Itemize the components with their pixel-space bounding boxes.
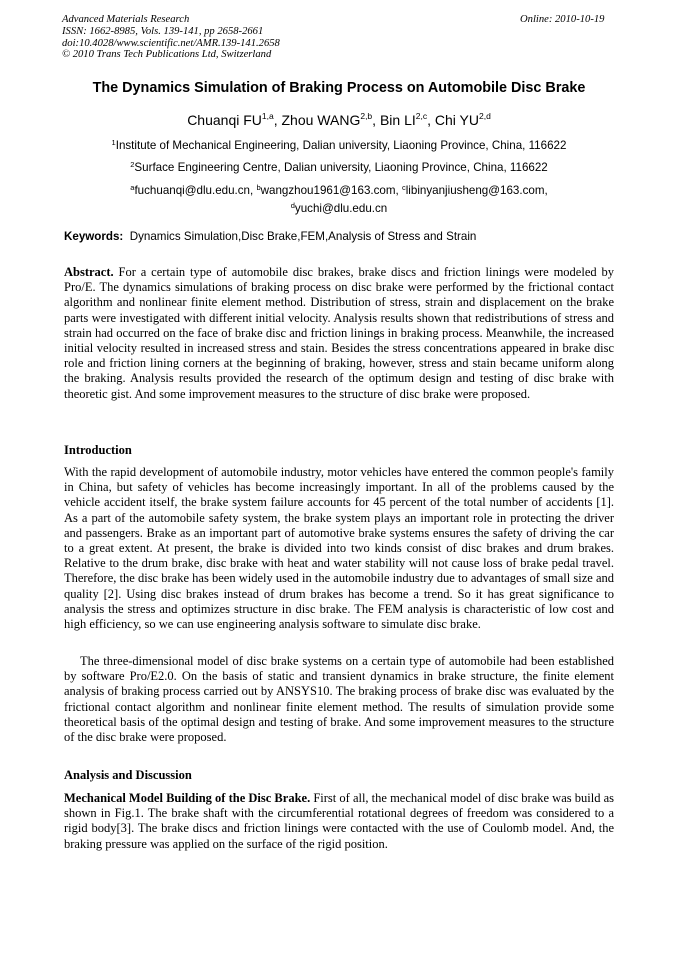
journal-header [62, 14, 280, 61]
email-link[interactable]: fuchuanqi@dlu.edu.cn [134, 184, 251, 197]
author-name: Chuanqi FU [187, 112, 262, 128]
author-name: Chi YU [434, 112, 479, 128]
abstract [64, 265, 614, 402]
author-sup: 2,b [360, 111, 373, 121]
author-name: Zhou WANG [281, 112, 361, 128]
keywords-text: Dynamics Simulation,Disc Brake,FEM,Analysis of Stress and Strain [129, 230, 477, 243]
email-link[interactable]: libinyanjiusheng@163.com [405, 184, 545, 197]
journal-name: Advanced Materials Research [62, 14, 190, 25]
affiliation-2: $^2$Surface Engineering Centre, Dalian university, Liaoning Province, China, 116622 [130, 160, 548, 174]
introduction-paragraph-2: The three-dimensional model of disc brake systems on a certain type of automobile had been established by software Pro/E2.0. On the basis of static and transient dynamics in brake structure, the finite element analysis of braking process carried out by ANSYS10. The braking process of brake disc was evaluated by the frictional contact algorithm and nonlinear finite element method. The results of simulation provide some theoretical basis of the optimal design and testing of brake. And some improvement measures to the structure of the disc brake were proposed. [64, 654, 614, 745]
copyright-line: © 2010 Trans Tech Publications Ltd, Switzerland [62, 49, 272, 61]
email-link[interactable]: yuchi@dlu.edu.cn [294, 201, 388, 215]
author-sup: 2,c [415, 111, 428, 121]
keywords [64, 230, 476, 243]
email-list: $^a$fuchuanqi@dlu.edu.cn, $^b$wangzhou1961@163.com, $^c$libinyanjiusheng@163.com, $^d$yuchi@dlu.edu.cn [130, 183, 548, 215]
keywords-label: Keywords: [64, 230, 124, 243]
abstract-label: Abstract. [64, 265, 114, 279]
issn-line: ISSN: 1662-8985, Vols. 139-141, pp 2658-2661 [62, 25, 264, 37]
affiliation-1: $^1$Institute of Mechanical Engineering, Dalian university, Liaoning Province, China, 116622 [111, 138, 567, 152]
analysis-paragraph: Mechanical Model Building of the Disc Brake. First of all, the mechanical model of disc brake was build as shown in Fig.1. The brake shaft with the circumferential rotational degrees of freedom was considered to a rigid body[3]. The brake discs and friction linings were contacted with the use of Coulomb model. And, the braking pressure was applied on the surface of the rigid position. [64, 791, 614, 851]
author-list: Chuanqi FU$^{1,a}$, Zhou WANG$^{2,b}$, Bin LI$^{2,c}$, Chi YU$^{2,d}$ [187, 111, 491, 128]
subsection-label: Mechanical Model Building of the Disc Brake. [64, 791, 311, 805]
introduction-heading: Introduction [64, 443, 132, 457]
email-link[interactable]: wangzhou1961@163.com [260, 184, 396, 197]
online-date: Online: 2010-10-19 [520, 14, 605, 25]
analysis-heading: Analysis and Discussion [64, 768, 192, 782]
author-sup: 1,a [261, 111, 274, 121]
introduction-paragraph-1: With the rapid development of automobile industry, motor vehicles have entered the common people's family in China, but safety of vehicles has become increasingly important. In all of the problems caused by the vehicle accident itself, the brake system failure accounts for 45 percent of the total number of accidents [1]. As a part of the automobile safety system, the brake system plays an important role in protecting the driver and passengers. Brake as an important part of automotive brake systems ensures the safety of driving the car to a great extent. At present, the brake is divided into two kinds consist of disc brakes and drum brakes. Relative to the drum brake, disc brake with heat and water stability will not cause loss of brake pedal travel. Therefore, the disc brake has been widely used in the automobile industry due to advantages of small size and quality [2]. Using disc brakes instead of drum brakes has become a trend. So it has great significance to analysis the stress and optimizes structure in disc brake. The FEM analysis is characteristic of low cost and high efficiency, so we can use engineering analysis software to simulate disc brake. [64, 465, 614, 632]
author-sup: 2,d [478, 111, 491, 121]
paper-title: The Dynamics Simulation of Braking Process on Automobile Disc Brake [92, 80, 586, 96]
abstract-text: For a certain type of automobile disc brakes, brake discs and friction linings were modeled by Pro/E. The dynamics simulations of braking process on disc brake were performed by the frictional contact algorithm and nonlinear finite element method. Distribution of stress, strain and displacement on the brake parts were investigated with different initial velocity. Analysis results shown that redistributions of stress and strain had occurred on the face of brake disc and friction linings in braking process. Meanwhile, the increased initial velocity resulted in increased stress and stain. Besides the stress concentrations appeared in brake disc role and friction lining corners at the beginning of braking, however, stress and stain became uniform along the braking. Analysis results provided the research of the optimum design and testing of disc brake with theoretic gist. And some improvement measures to the structure of disc brake were proposed. [64, 265, 614, 401]
author-name: Bin LI [379, 112, 416, 128]
doi-line: doi:10.4028/www.scientific.net/AMR.139-141.2658 [62, 37, 280, 49]
